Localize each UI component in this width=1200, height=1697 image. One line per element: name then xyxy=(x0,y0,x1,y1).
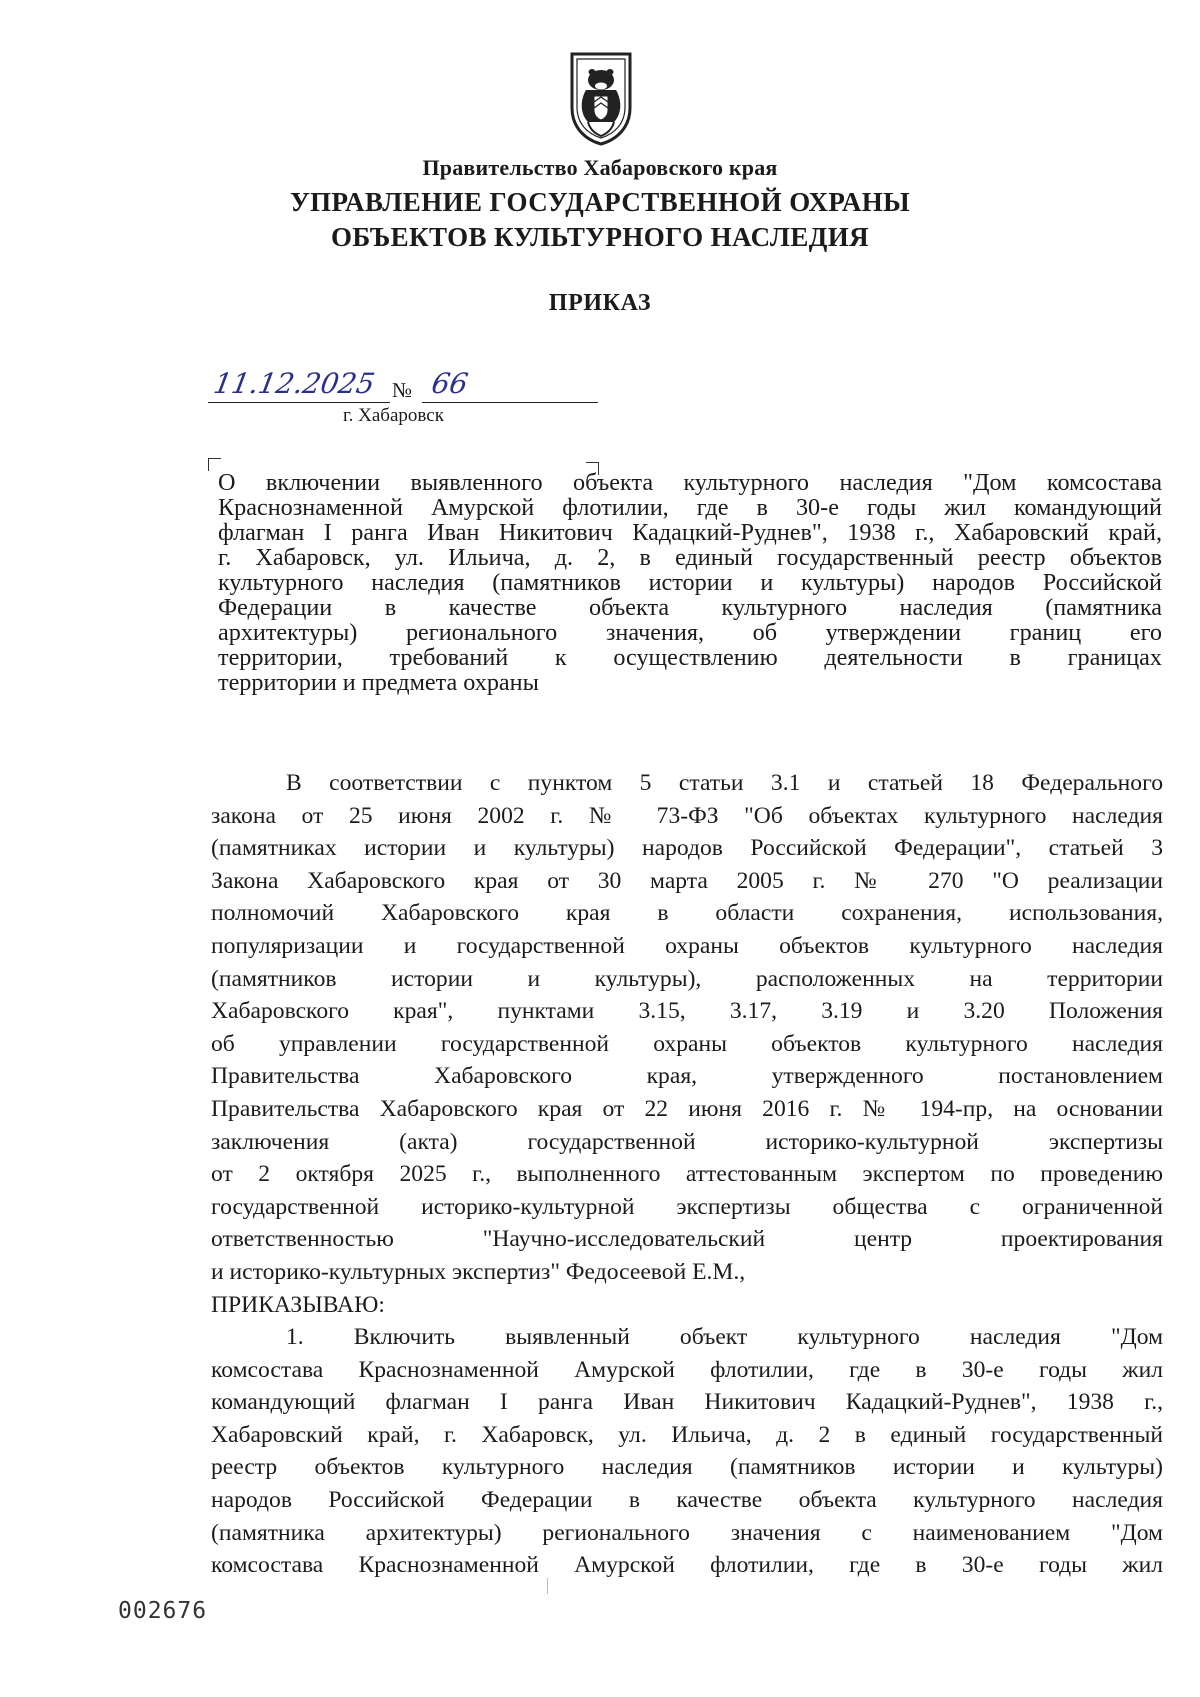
body-line: командующий флагман I ранга Иван Никитович Кадацкий-Руднев", 1938 г., xyxy=(211,1389,1163,1416)
body-line: Правительства Хабаровского края, утвержденного постановлением xyxy=(211,1063,1163,1090)
body-line: Хабаровский край, г. Хабаровск, ул. Ильича, д. 2 в единый государственный xyxy=(211,1421,1163,1448)
order-number-handwritten: 66 xyxy=(429,367,471,400)
order-date-handwritten: 11.12.2025 xyxy=(211,367,378,400)
form-serial-number: 002676 xyxy=(118,1598,208,1624)
government-name: Правительство Хабаровского края xyxy=(422,155,778,180)
body-line: комсостава Краснознаменной Амурской флотилии, где в 30-е годы жил xyxy=(211,1552,1163,1579)
order-date-field xyxy=(208,368,390,403)
body-line: (памятника архитектуры) регионального значения с наименованием "Дом xyxy=(211,1519,1163,1546)
document-type-title: ПРИКАЗ xyxy=(548,290,652,316)
department-name-line-2: ОБЪЕКТОВ КУЛЬТУРНОГО НАСЛЕДИЯ xyxy=(330,222,870,252)
subject-line: Краснознаменной Амурской флотилии, где в 30-е годы жил командующий xyxy=(218,494,1162,521)
body-line: государственной историко-культурной экспертизы общества с ограниченной xyxy=(211,1193,1163,1220)
order-city: г. Хабаровск xyxy=(343,405,444,426)
body-line: (памятниках истории и культуры) народов Российской Федерации", статьей 3 xyxy=(211,835,1163,862)
body-line: 1. Включить выявленный объект культурного наследия "Дом xyxy=(286,1324,1163,1351)
number-sign-label: № xyxy=(392,378,413,402)
body-line: заключения (акта) государственной историко-культурной экспертизы xyxy=(211,1128,1163,1155)
order-number-field xyxy=(422,368,598,403)
body-line: полномочий Хабаровского края в области сохранения, использования, xyxy=(211,900,1163,927)
subject-line: Федерации в качестве объекта культурного наследия (памятника xyxy=(218,594,1162,621)
department-name-line-1: УПРАВЛЕНИЕ ГОСУДАРСТВЕННОЙ ОХРАНЫ xyxy=(289,187,911,217)
subject-line: флагман I ранга Иван Никитович Кадацкий-Руднев", 1938 г., Хабаровский край, xyxy=(218,519,1162,546)
body-line: Хабаровского края", пунктами 3.15, 3.17, 3.19 и 3.20 Положения xyxy=(211,998,1163,1025)
body-line: и историко-культурных экспертиз" Федосеевой Е.М., xyxy=(211,1258,746,1285)
order-body xyxy=(211,767,1163,1582)
order-subject xyxy=(218,470,1162,695)
subject-line: архитектуры) регионального значения, об утверждении границ его xyxy=(218,619,1162,646)
body-line: ответственностью "Научно-исследовательский центр проектирования xyxy=(211,1226,1163,1253)
body-line: В соответствии с пунктом 5 статьи 3.1 и статьей 18 Федерального xyxy=(286,770,1163,796)
subject-line: территории и предмета охраны xyxy=(218,669,539,696)
subject-line: О включении выявленного объекта культурного наследия "Дом комсостава xyxy=(218,469,1162,496)
subject-line: г. Хабаровск, ул. Ильича, д. 2, в единый государственный реестр объектов xyxy=(218,544,1162,571)
body-line: от 2 октября 2025 г., выполненного аттестованным экспертом по проведению xyxy=(211,1161,1163,1188)
page-mark xyxy=(547,1578,548,1594)
coat-of-arms-icon xyxy=(566,50,636,146)
body-line: комсостава Краснознаменной Амурской флотилии, где в 30-е годы жил xyxy=(211,1356,1163,1383)
subject-line: территории, требований к осуществлению деятельности в границах xyxy=(218,644,1162,671)
order-directive: ПРИКАЗЫВАЮ: xyxy=(211,1291,385,1318)
body-line: реестр объектов культурного наследия (памятников истории и культуры) xyxy=(211,1454,1163,1481)
body-line: народов Российской Федерации в качестве объекта культурного наследия xyxy=(211,1487,1163,1514)
body-line: Закона Хабаровского края от 30 марта 2005 г. № 270 "О реализации xyxy=(211,867,1163,894)
body-line: об управлении государственной охраны объектов культурного наследия xyxy=(211,1030,1163,1057)
body-line: закона от 25 июня 2002 г. № 73-ФЗ "Об объектах культурного наследия xyxy=(211,802,1163,829)
subject-line: культурного наследия (памятников истории и культуры) народов Российской xyxy=(218,569,1162,596)
body-line: (памятников истории и культуры), расположенных на территории xyxy=(211,965,1163,992)
body-line: популяризации и государственной охраны объектов культурного наследия xyxy=(211,932,1163,959)
body-line: Правительства Хабаровского края от 22 июня 2016 г. № 194-пр, на основании xyxy=(211,1095,1163,1122)
